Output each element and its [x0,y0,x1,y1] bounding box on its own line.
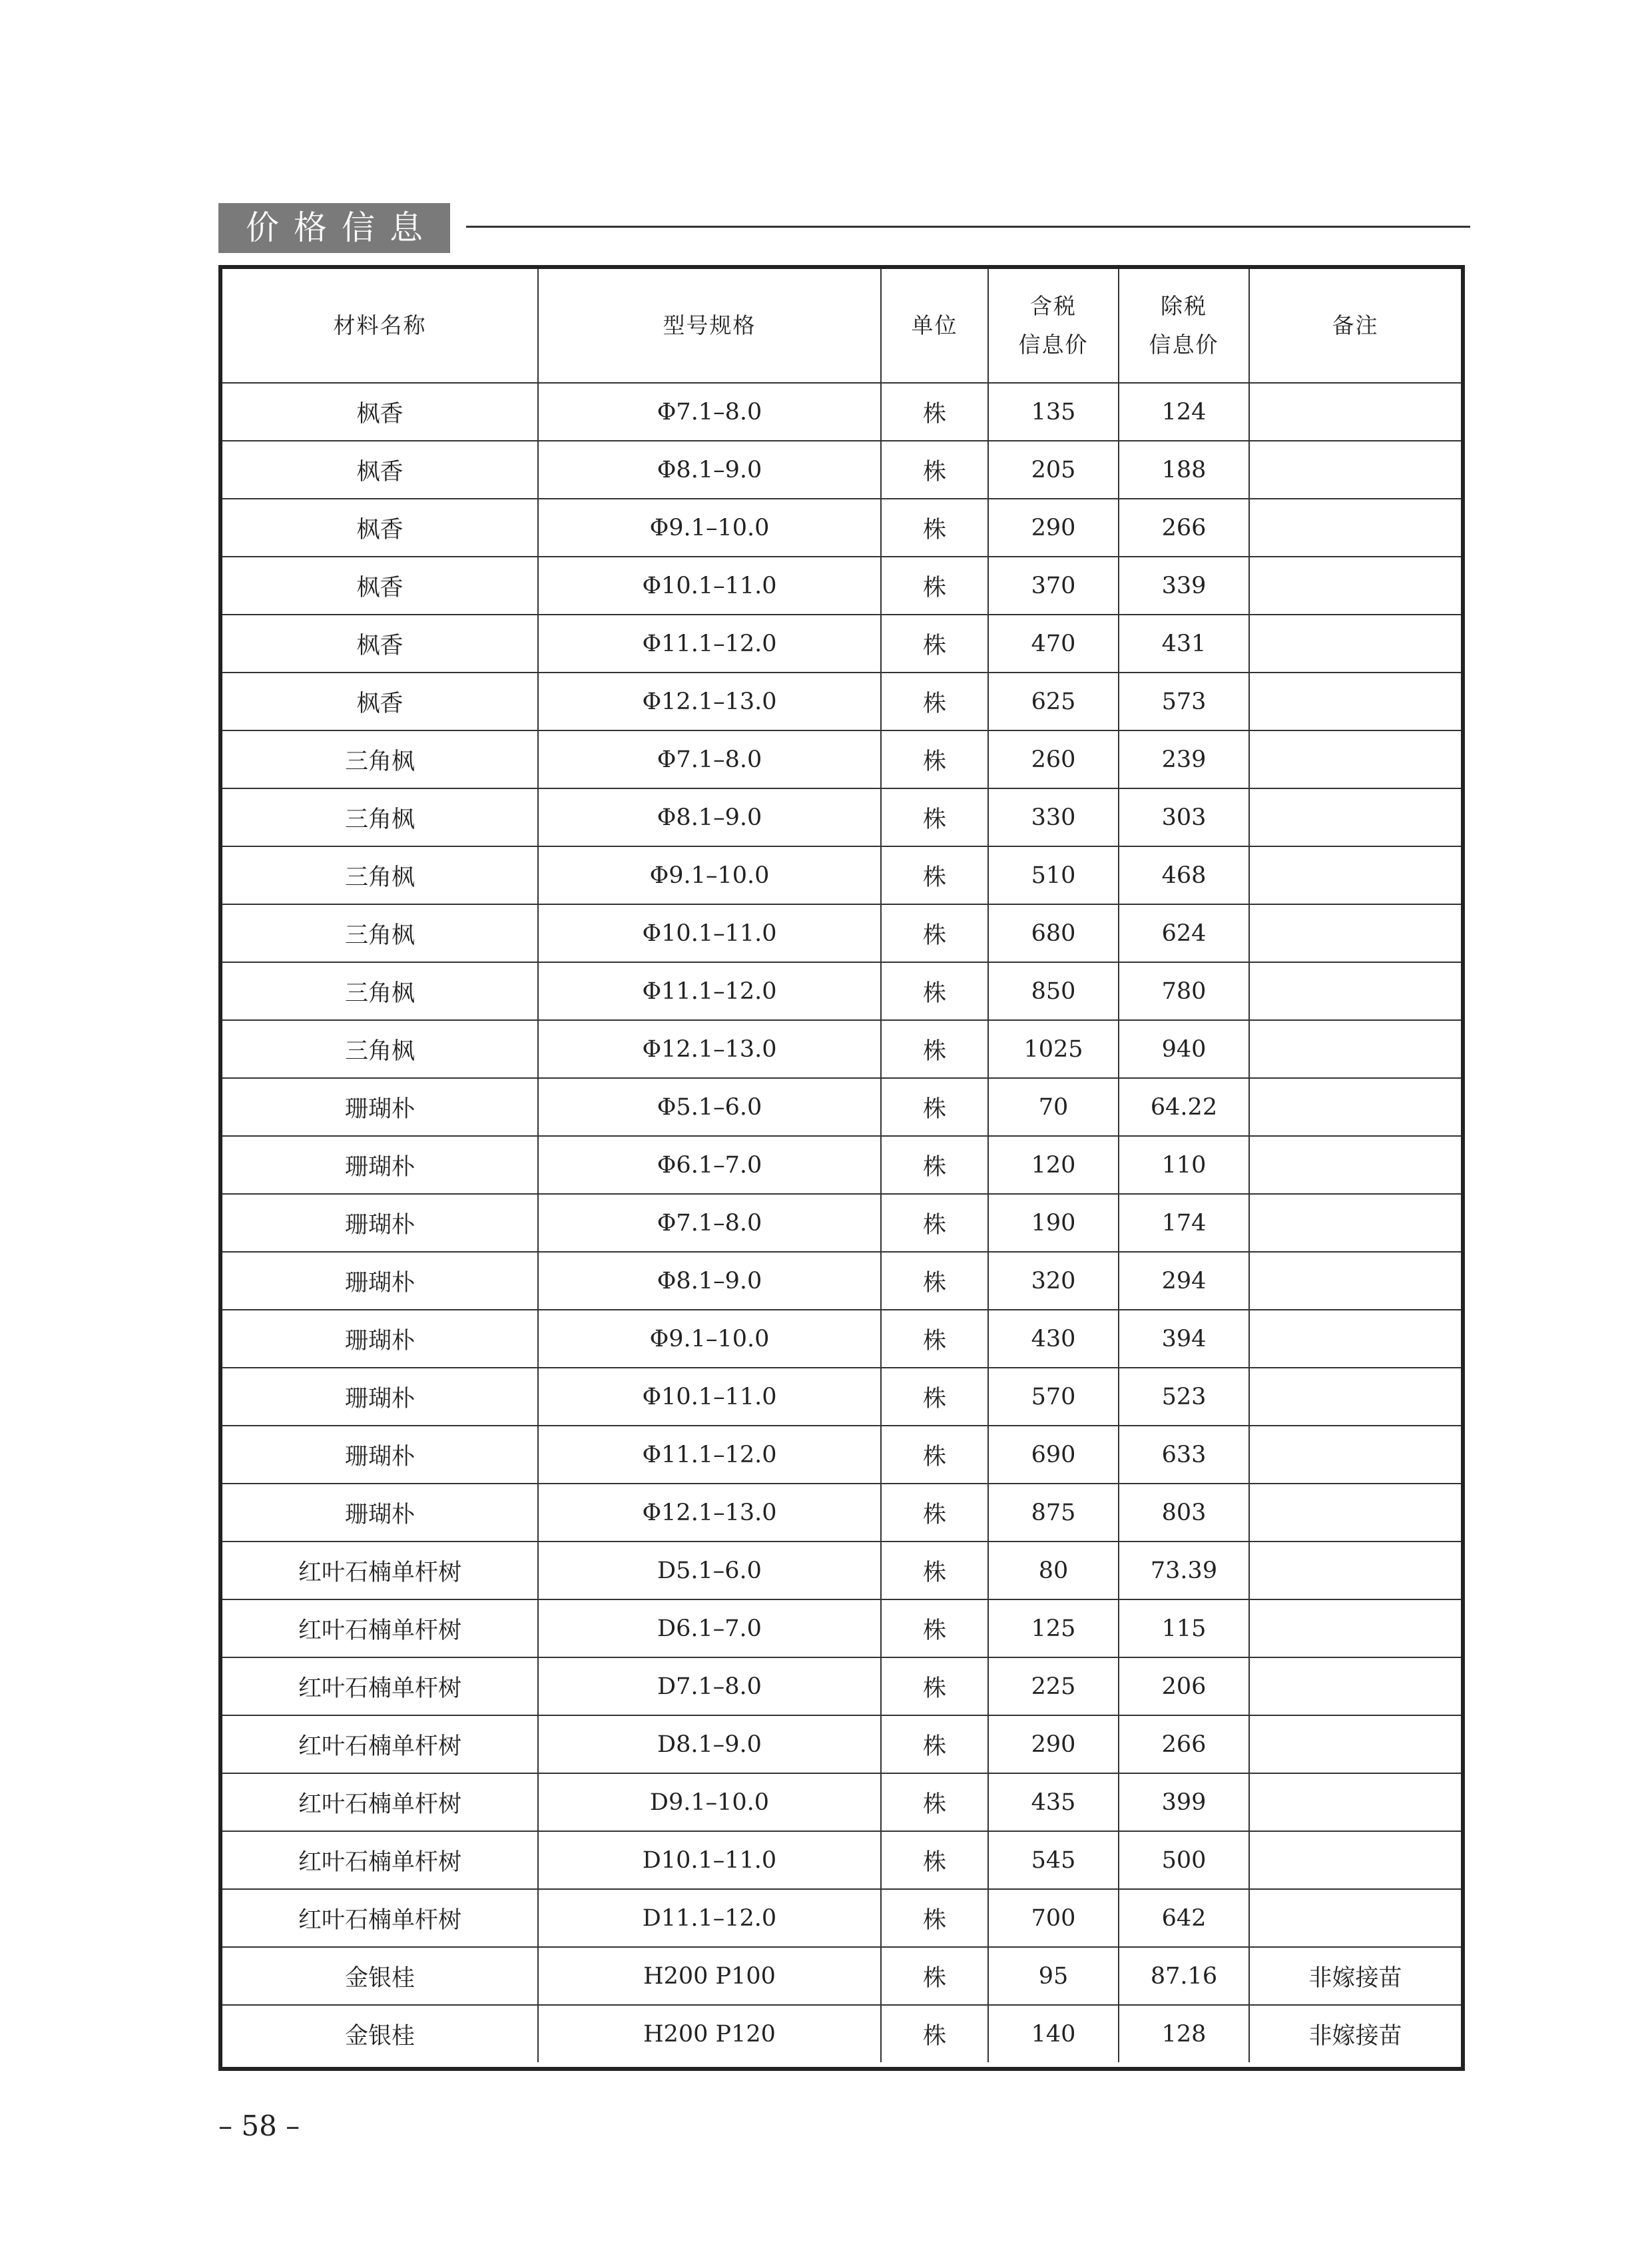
cell-unit: 株 [881,1773,988,1831]
table-row [222,1599,1461,1657]
cell-spec: Φ12.1–13.0 [538,1020,881,1078]
cell-price-without-tax: 303 [1119,788,1249,846]
cell-remark [1249,1484,1461,1542]
cell-spec: Φ8.1–9.0 [538,788,881,846]
cell-price-without-tax: 573 [1119,673,1249,730]
cell-unit: 株 [881,846,988,904]
cell-unit: 株 [881,904,988,962]
cell-price-with-tax: 135 [988,383,1119,441]
cell-remark [1249,441,1461,499]
cell-spec: Φ6.1–7.0 [538,1136,881,1194]
cell-unit: 株 [881,1136,988,1194]
cell-spec: D6.1–7.0 [538,1599,881,1657]
cell-material-name: 珊瑚朴 [222,1252,538,1310]
cell-material-name: 珊瑚朴 [222,1194,538,1252]
cell-remark [1249,1368,1461,1426]
section-title: 价格信息 [218,203,450,253]
cell-unit: 株 [881,499,988,557]
cell-price-with-tax: 225 [988,1657,1119,1715]
cell-unit: 株 [881,557,988,615]
table-row [222,441,1461,499]
header-price-with-tax-line1: 含税 [1030,293,1077,319]
cell-price-with-tax: 330 [988,788,1119,846]
cell-material-name: 三角枫 [222,730,538,788]
cell-price-with-tax: 875 [988,1484,1119,1542]
cell-price-without-tax: 339 [1119,557,1249,615]
cell-material-name: 枫香 [222,441,538,499]
cell-material-name: 红叶石楠单杆树 [222,1889,538,1947]
table-row [222,788,1461,846]
cell-spec: Φ10.1–11.0 [538,1368,881,1426]
cell-material-name: 珊瑚朴 [222,1368,538,1426]
cell-unit: 株 [881,962,988,1020]
page-number: – 58 – [218,2110,300,2142]
cell-unit: 株 [881,1889,988,1947]
cell-price-with-tax: 120 [988,1136,1119,1194]
table-row [222,1947,1461,2005]
cell-price-without-tax: 174 [1119,1194,1249,1252]
cell-price-without-tax: 431 [1119,615,1249,673]
cell-price-without-tax: 110 [1119,1136,1249,1194]
cell-material-name: 珊瑚朴 [222,1484,538,1542]
cell-spec: Φ11.1–12.0 [538,1426,881,1484]
header-material-name: 材料名称 [222,269,538,383]
cell-price-with-tax: 625 [988,673,1119,730]
cell-unit: 株 [881,1078,988,1136]
table-row [222,1657,1461,1715]
table-row [222,1020,1461,1078]
cell-price-without-tax: 239 [1119,730,1249,788]
cell-material-name: 三角枫 [222,788,538,846]
cell-unit: 株 [881,1368,988,1426]
cell-material-name: 红叶石楠单杆树 [222,1715,538,1773]
cell-price-without-tax: 115 [1119,1599,1249,1657]
cell-spec: Φ7.1–8.0 [538,383,881,441]
cell-price-with-tax: 95 [988,1947,1119,2005]
cell-price-with-tax: 850 [988,962,1119,1020]
cell-material-name: 红叶石楠单杆树 [222,1542,538,1599]
cell-remark [1249,730,1461,788]
price-table-frame [218,265,1465,2071]
header-price-without-tax-line1: 除税 [1161,293,1207,319]
cell-remark [1249,1310,1461,1368]
table-row [222,2005,1461,2062]
cell-spec: Φ10.1–11.0 [538,557,881,615]
cell-spec: D11.1–12.0 [538,1889,881,1947]
cell-price-without-tax: 780 [1119,962,1249,1020]
cell-unit: 株 [881,441,988,499]
cell-price-without-tax: 294 [1119,1252,1249,1310]
cell-unit: 株 [881,383,988,441]
cell-material-name: 珊瑚朴 [222,1078,538,1136]
cell-spec: Φ7.1–8.0 [538,1194,881,1252]
cell-material-name: 红叶石楠单杆树 [222,1831,538,1889]
header-unit: 单位 [881,269,988,383]
cell-unit: 株 [881,673,988,730]
cell-unit: 株 [881,1542,988,1599]
cell-material-name: 金银桂 [222,1947,538,2005]
header-price-without-tax [1119,269,1249,383]
cell-spec: Φ12.1–13.0 [538,673,881,730]
cell-price-with-tax: 290 [988,1715,1119,1773]
table-row [222,846,1461,904]
header-price-with-tax [988,269,1119,383]
cell-price-with-tax: 430 [988,1310,1119,1368]
cell-price-without-tax: 64.22 [1119,1078,1249,1136]
table-row [222,1831,1461,1889]
cell-spec: Φ11.1–12.0 [538,962,881,1020]
cell-unit: 株 [881,1599,988,1657]
cell-price-with-tax: 570 [988,1368,1119,1426]
cell-price-with-tax: 80 [988,1542,1119,1599]
cell-remark [1249,962,1461,1020]
cell-price-without-tax: 633 [1119,1426,1249,1484]
cell-unit: 株 [881,1020,988,1078]
table-row [222,499,1461,557]
cell-price-without-tax: 624 [1119,904,1249,962]
cell-spec: D9.1–10.0 [538,1773,881,1831]
cell-material-name: 枫香 [222,673,538,730]
cell-price-without-tax: 73.39 [1119,1542,1249,1599]
cell-unit: 株 [881,615,988,673]
section-rule [466,226,1470,228]
cell-remark [1249,1194,1461,1252]
table-row [222,1773,1461,1831]
cell-price-without-tax: 266 [1119,499,1249,557]
cell-material-name: 枫香 [222,615,538,673]
cell-spec: Φ10.1–11.0 [538,904,881,962]
cell-price-without-tax: 940 [1119,1020,1249,1078]
cell-remark: 非嫁接苗 [1249,2005,1461,2062]
cell-price-with-tax: 190 [988,1194,1119,1252]
cell-spec: Φ8.1–9.0 [538,1252,881,1310]
cell-price-without-tax: 642 [1119,1889,1249,1947]
cell-price-without-tax: 128 [1119,2005,1249,2062]
cell-material-name: 三角枫 [222,962,538,1020]
cell-price-with-tax: 690 [988,1426,1119,1484]
cell-remark [1249,557,1461,615]
cell-remark [1249,1136,1461,1194]
cell-spec: Φ9.1–10.0 [538,499,881,557]
cell-price-with-tax: 680 [988,904,1119,962]
cell-spec: Φ5.1–6.0 [538,1078,881,1136]
section-header [218,203,1470,253]
cell-material-name: 红叶石楠单杆树 [222,1599,538,1657]
cell-price-with-tax: 370 [988,557,1119,615]
table-row [222,557,1461,615]
cell-remark [1249,1831,1461,1889]
table-row [222,1194,1461,1252]
cell-price-with-tax: 70 [988,1078,1119,1136]
cell-remark [1249,1599,1461,1657]
cell-spec: Φ9.1–10.0 [538,1310,881,1368]
table-row [222,1078,1461,1136]
cell-spec: Φ12.1–13.0 [538,1484,881,1542]
header-remark: 备注 [1249,269,1461,383]
cell-price-without-tax: 803 [1119,1484,1249,1542]
cell-price-without-tax: 523 [1119,1368,1249,1426]
cell-remark [1249,673,1461,730]
table-row [222,615,1461,673]
cell-remark [1249,1657,1461,1715]
table-row [222,1252,1461,1310]
cell-price-without-tax: 500 [1119,1831,1249,1889]
table-row [222,1310,1461,1368]
table-row [222,1715,1461,1773]
cell-price-without-tax: 399 [1119,1773,1249,1831]
cell-unit: 株 [881,1310,988,1368]
cell-unit: 株 [881,1715,988,1773]
cell-spec: D7.1–8.0 [538,1657,881,1715]
cell-unit: 株 [881,730,988,788]
cell-material-name: 珊瑚朴 [222,1426,538,1484]
table-row [222,1426,1461,1484]
cell-spec: Φ8.1–9.0 [538,441,881,499]
table-row [222,904,1461,962]
cell-unit: 株 [881,1426,988,1484]
cell-remark [1249,1889,1461,1947]
cell-material-name: 红叶石楠单杆树 [222,1657,538,1715]
table-row [222,1136,1461,1194]
cell-unit: 株 [881,2005,988,2062]
cell-spec: D8.1–9.0 [538,1715,881,1773]
table-row [222,673,1461,730]
cell-material-name: 三角枫 [222,846,538,904]
cell-unit: 株 [881,1194,988,1252]
cell-remark [1249,1542,1461,1599]
cell-spec: D5.1–6.0 [538,1542,881,1599]
table-header-row [222,269,1461,383]
cell-remark [1249,615,1461,673]
cell-unit: 株 [881,1484,988,1542]
cell-remark: 非嫁接苗 [1249,1947,1461,2005]
cell-price-with-tax: 320 [988,1252,1119,1310]
cell-spec: H200 P120 [538,2005,881,2062]
table-row [222,1889,1461,1947]
cell-price-without-tax: 206 [1119,1657,1249,1715]
cell-remark [1249,1020,1461,1078]
cell-unit: 株 [881,788,988,846]
table-row [222,383,1461,441]
header-spec: 型号规格 [538,269,881,383]
cell-material-name: 珊瑚朴 [222,1310,538,1368]
cell-price-without-tax: 468 [1119,846,1249,904]
cell-price-without-tax: 266 [1119,1715,1249,1773]
table-row [222,1542,1461,1599]
cell-material-name: 红叶石楠单杆树 [222,1773,538,1831]
cell-remark [1249,846,1461,904]
price-table [222,269,1461,2062]
cell-price-with-tax: 470 [988,615,1119,673]
table-row [222,1484,1461,1542]
cell-material-name: 金银桂 [222,2005,538,2062]
cell-price-without-tax: 394 [1119,1310,1249,1368]
table-body [222,383,1461,2062]
header-price-without-tax-line2: 信息价 [1149,332,1219,358]
header-price-with-tax-line2: 信息价 [1018,332,1089,358]
cell-unit: 株 [881,1657,988,1715]
cell-spec: H200 P100 [538,1947,881,2005]
cell-spec: Φ7.1–8.0 [538,730,881,788]
cell-price-with-tax: 290 [988,499,1119,557]
cell-price-with-tax: 435 [988,1773,1119,1831]
cell-price-without-tax: 188 [1119,441,1249,499]
cell-remark [1249,1715,1461,1773]
cell-price-with-tax: 140 [988,2005,1119,2062]
cell-remark [1249,1426,1461,1484]
table-row [222,1368,1461,1426]
table-row [222,962,1461,1020]
cell-remark [1249,1773,1461,1831]
cell-price-with-tax: 205 [988,441,1119,499]
cell-remark [1249,1078,1461,1136]
cell-remark [1249,788,1461,846]
cell-price-with-tax: 700 [988,1889,1119,1947]
cell-price-with-tax: 260 [988,730,1119,788]
cell-spec: D10.1–11.0 [538,1831,881,1889]
table-row [222,730,1461,788]
cell-unit: 株 [881,1947,988,2005]
cell-price-with-tax: 125 [988,1599,1119,1657]
cell-remark [1249,383,1461,441]
cell-spec: Φ11.1–12.0 [538,615,881,673]
cell-unit: 株 [881,1831,988,1889]
cell-price-without-tax: 124 [1119,383,1249,441]
cell-material-name: 三角枫 [222,904,538,962]
cell-unit: 株 [881,1252,988,1310]
cell-price-with-tax: 510 [988,846,1119,904]
cell-remark [1249,904,1461,962]
cell-remark [1249,1252,1461,1310]
cell-material-name: 珊瑚朴 [222,1136,538,1194]
cell-material-name: 枫香 [222,557,538,615]
cell-material-name: 枫香 [222,499,538,557]
cell-material-name: 三角枫 [222,1020,538,1078]
cell-price-without-tax: 87.16 [1119,1947,1249,2005]
cell-price-with-tax: 1025 [988,1020,1119,1078]
cell-spec: Φ9.1–10.0 [538,846,881,904]
cell-material-name: 枫香 [222,383,538,441]
cell-price-with-tax: 545 [988,1831,1119,1889]
cell-remark [1249,499,1461,557]
